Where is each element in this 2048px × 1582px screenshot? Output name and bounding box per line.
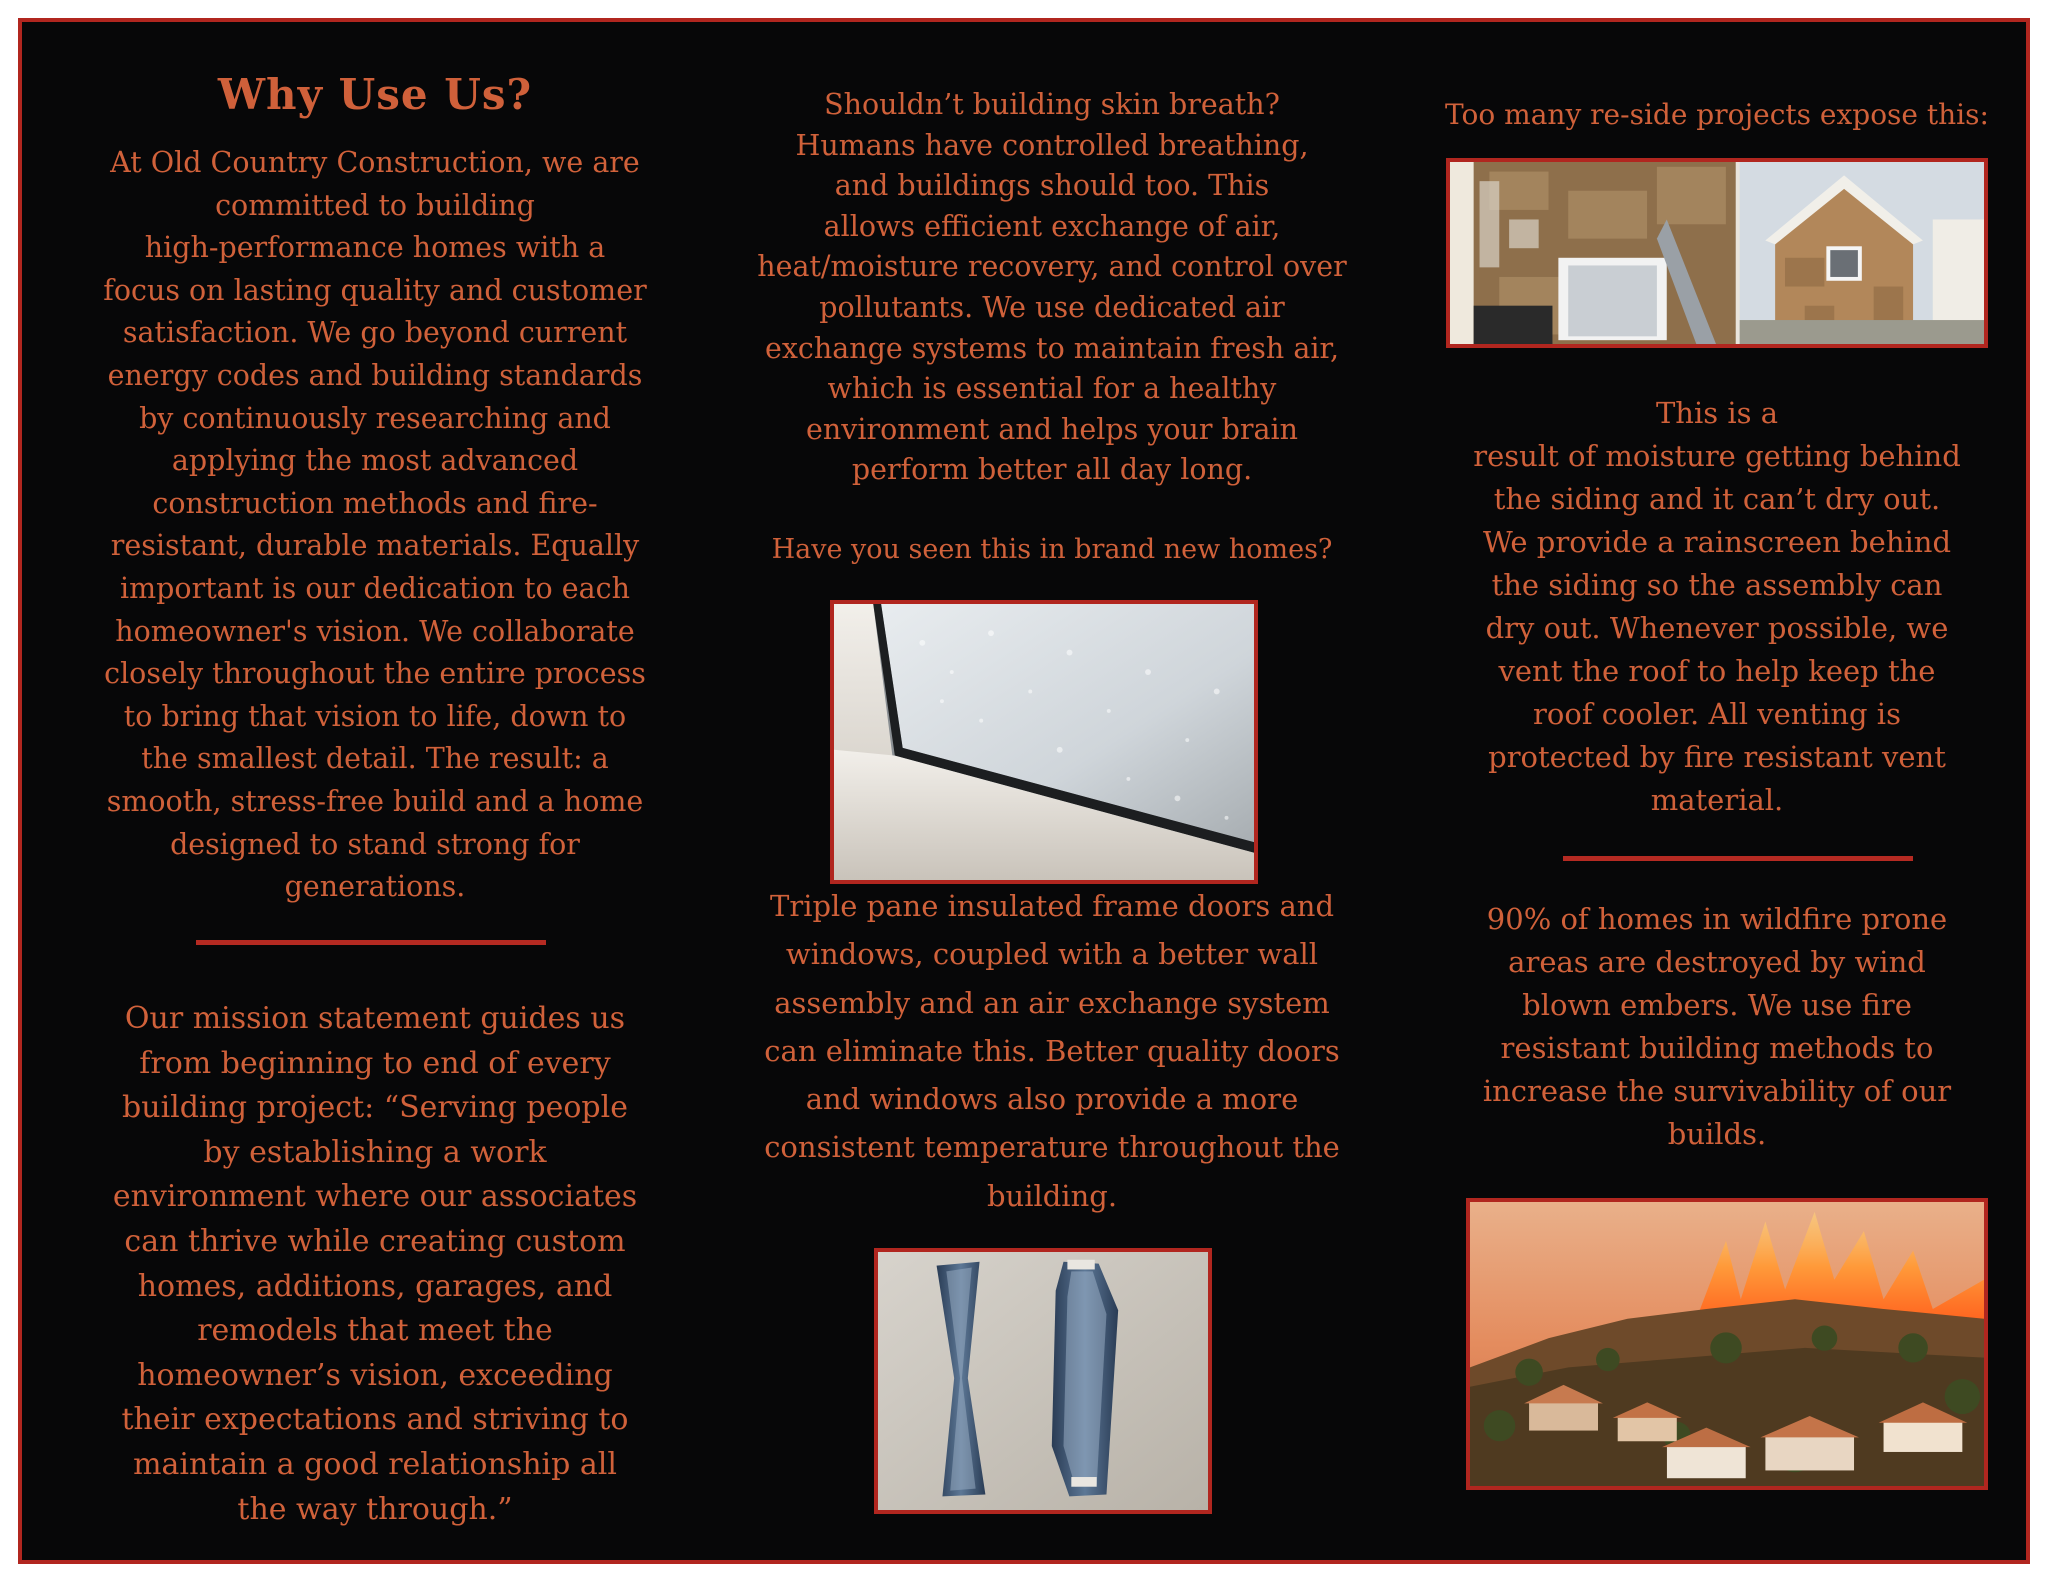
reside-caption: Too many re-side projects expose this:	[1445, 98, 1989, 131]
intro-paragraph: At Old Country Construction, we are committed to building high-performance homes with a focus on lasting quality and customer satisfaction. We go beyond current energy codes and building standards by continuously researching and applying the most advanced construction methods and fire- resistant, durable materials. Equally important is our dedication to each homeowner's vision. We collaborate closely throughout the entire process to bring that vision to life, down to the smallest detail. The result: a smooth, stress-free build and a home designed to stand strong for generations.	[103, 146, 647, 904]
windows-paragraph: Triple pane insulated frame doors and windows, coupled with a better wall assembly and an air exchange system can eliminate this. Better quality doors and windows also provide a more consistent temperature throughout the building.	[764, 889, 1340, 1213]
damaged-siding-image	[1450, 162, 1984, 344]
wildfire-image	[1470, 1202, 1984, 1486]
damaged-siding-photos	[1446, 158, 1988, 348]
brochure-panel	[18, 18, 2030, 1564]
wildfire-homes-photo	[1466, 1198, 1988, 1490]
page-title: Why Use Us?	[217, 70, 533, 119]
moisture-paragraph: This is a result of moisture getting behind the siding and it can’t dry out. We provide a rainscreen behind the siding so the assembly can dry out. Whenever possible, we vent the roof to help keep the roof cooler. All venting is protected by fire resistant vent material.	[1473, 396, 1961, 817]
section-divider	[1563, 856, 1913, 861]
window-glass-samples-photo	[874, 1248, 1212, 1514]
condensation-image	[834, 604, 1254, 880]
condensation-question: Have you seen this in brand new homes?	[771, 534, 1333, 565]
glass-samples-image	[878, 1252, 1208, 1510]
section-divider	[196, 940, 546, 945]
breathing-paragraph: Shouldn’t building skin breath? Humans have controlled breathing, and buildings should too. This allows efficient exchange of air, heat/moisture recovery, and control over pollutants. We use dedicated air exchange systems to maintain fresh air, which is essential for a healthy environment and helps your brain perform better all day long.	[757, 88, 1347, 487]
condensation-window-photo	[830, 600, 1258, 884]
wildfire-paragraph: 90% of homes in wildfire prone areas are destroyed by wind blown embers. We use fire resistant building methods to increase the survivability of our builds.	[1482, 902, 1952, 1151]
mission-paragraph: Our mission statement guides us from beginning to end of every building project: “Serving people by establishing a work environment where our associates can thrive while creating custom homes, additions, garages, and remodels that meet the homeowner’s vision, exceeding their expectations and striving to maintain a good relationship all the way through.”	[112, 1001, 638, 1527]
